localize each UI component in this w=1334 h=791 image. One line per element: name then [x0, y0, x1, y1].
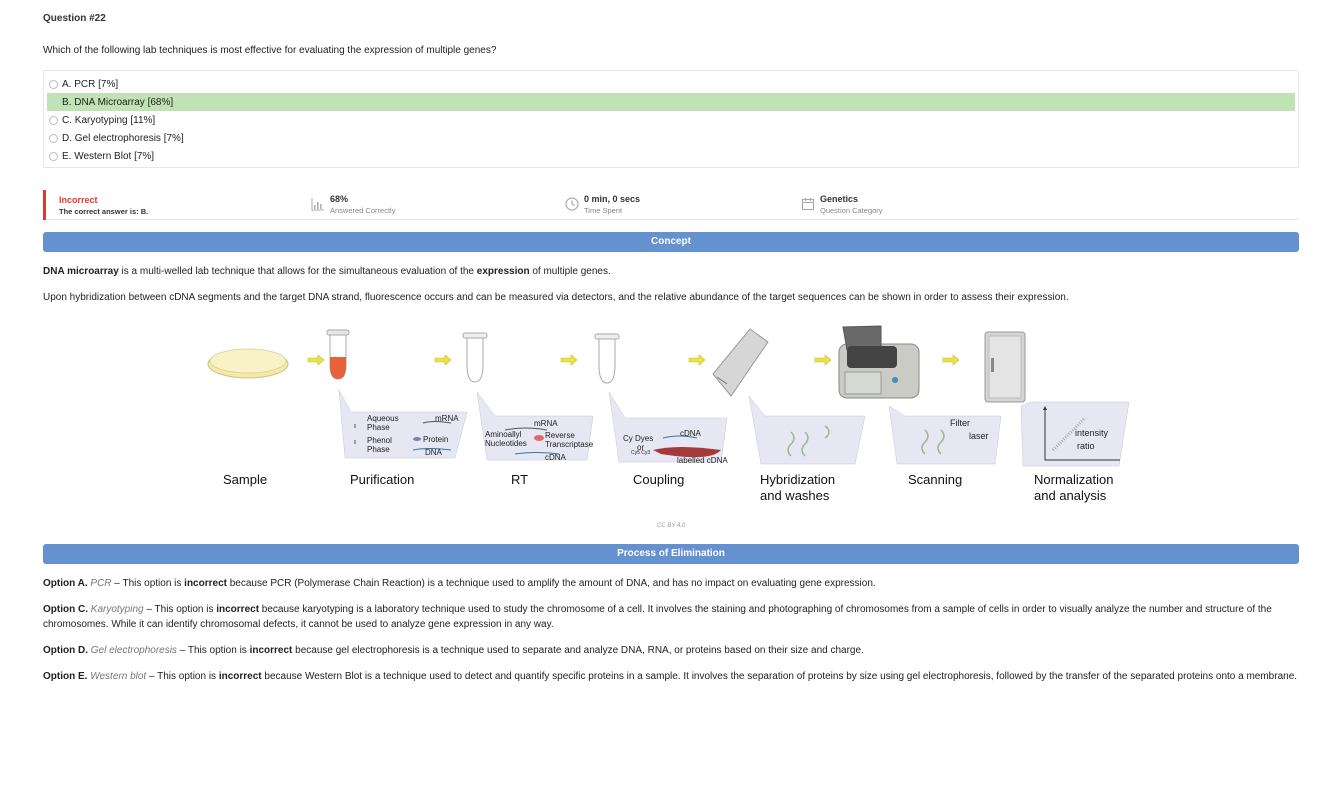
label-mrna: mRNA	[435, 414, 459, 423]
label-transcriptase: Transcriptase	[545, 440, 594, 449]
option-prefix: Option A.	[43, 578, 88, 589]
option-prefix: Option E.	[43, 671, 88, 682]
radio-icon[interactable]	[49, 80, 58, 89]
elimination-option-e	[43, 669, 1299, 684]
category-value: Genetics	[820, 194, 859, 204]
petri-dish-icon	[208, 349, 288, 378]
microarray-slide-icon	[713, 329, 768, 396]
option-pre: – This option is	[111, 578, 185, 589]
step-normalization-2: and analysis	[1034, 488, 1107, 503]
step-coupling: Coupling	[633, 472, 685, 487]
label-reverse: Reverse	[545, 431, 575, 440]
stat-time-spent	[565, 194, 640, 216]
label-labelled-cdna: labelled cDNA	[677, 456, 728, 465]
label-dna: DNA	[425, 448, 442, 457]
option-prefix: Option C.	[43, 604, 88, 615]
label-laser: laser	[969, 431, 989, 441]
option-name: PCR	[90, 578, 112, 589]
option-label: B. DNA Microarray [68%]	[62, 96, 174, 108]
question-number: Question #22	[43, 13, 106, 24]
option-verdict: incorrect	[184, 578, 227, 589]
stat-answered-correctly	[311, 194, 395, 216]
label-cy-dyes: Cy Dyes	[623, 434, 654, 443]
label-phenol-phase: Phase	[367, 445, 390, 454]
option-b[interactable]	[47, 93, 1295, 111]
elimination-option-a	[43, 576, 1299, 591]
option-d[interactable]	[47, 129, 1295, 147]
elimination-option-d	[43, 643, 1299, 658]
bar-chart-icon	[311, 197, 325, 211]
option-label: A. PCR [7%]	[62, 78, 119, 90]
option-a[interactable]	[47, 75, 1295, 93]
time-value: 0 min, 0 secs	[584, 194, 641, 204]
label-phenol: Phenol	[367, 436, 392, 445]
label-aqueous: Aqueous	[367, 414, 399, 423]
option-e[interactable]	[47, 147, 1295, 165]
label-rt-cdna: cDNA	[545, 453, 566, 462]
concept-header: Concept	[43, 232, 1299, 252]
label-aqueous-phase: Phase	[367, 423, 390, 432]
step-purification: Purification	[350, 472, 415, 487]
concept-term: DNA microarray	[43, 266, 119, 277]
tube-coupling-icon	[595, 334, 619, 383]
elimination-option-c	[43, 602, 1299, 632]
option-verdict: incorrect	[216, 604, 260, 615]
label-rt-mrna: mRNA	[534, 419, 558, 428]
step-rt: RT	[511, 472, 529, 487]
license-caption: CC BY 4.0	[657, 523, 686, 529]
question-text: Which of the following lab techniques is most effective for evaluating the expression of multiple genes?	[43, 45, 497, 56]
concept-paragraph-1	[43, 264, 1299, 279]
option-explanation: because karyotyping is a laboratory technique used to study the chromosome of a cell. It involves the staining and photographing of chromosomes from a sample of cells in order to visually analyze the number and structure of the chromosomes. While it can identify chromosomal defects, it cannot be used to analyze gene expression in any way.	[43, 604, 1272, 630]
option-explanation: because gel electrophoresis is a technique used to separate and analyze DNA, RNA, or proteins based on their size and charge.	[292, 645, 864, 656]
result-summary	[43, 190, 1299, 220]
calendar-icon	[801, 197, 815, 211]
step-sample: Sample	[223, 472, 268, 487]
percent-value: 68%	[330, 194, 349, 204]
percent-label: Answered Correctly	[330, 206, 396, 215]
concept-emphasis: expression	[476, 266, 530, 277]
concept-paragraph-2: Upon hybridization between cDNA segments and the target DNA strand, fluorescence occurs and can be measured via detectors, and the relative abundance of the target sequences can be shown in order to assess their expression.	[43, 292, 1069, 303]
tube-rt-icon	[463, 333, 487, 382]
option-name: Western blot	[90, 671, 147, 682]
correct-answer-text: The correct answer is: B.	[59, 207, 149, 216]
label-intensity: intensity	[1075, 428, 1109, 438]
option-label: D. Gel electrophoresis [7%]	[62, 132, 184, 144]
stat-category	[801, 194, 883, 216]
time-label: Time Spent	[584, 206, 623, 215]
option-pre: – This option is	[146, 671, 219, 682]
label-protein: Protein	[423, 435, 449, 444]
label-cy5-cy3: Cy5 Cy3	[631, 450, 651, 456]
radio-icon[interactable]	[49, 116, 58, 125]
label-nucleotides: Nucleotides	[485, 439, 527, 448]
scanner-computer-icon	[985, 332, 1025, 402]
elimination-header: Process of Elimination	[43, 544, 1299, 564]
option-explanation: because PCR (Polymerase Chain Reaction) is a technique used to amplify the amount of DNA, and has no impact on evaluating gene expression.	[226, 578, 876, 589]
option-label: C. Karyotyping [11%]	[62, 114, 156, 126]
hybridization-station-icon	[839, 326, 919, 398]
step-normalization: Normalization	[1034, 472, 1114, 487]
step-hybridization: Hybridization	[760, 472, 836, 487]
answer-options	[43, 70, 1299, 168]
option-label: E. Western Blot [7%]	[62, 150, 155, 162]
option-c[interactable]	[47, 111, 1295, 129]
result-accent-bar	[43, 190, 46, 220]
step-hybridization-2: and washes	[760, 488, 830, 503]
label-coupling-cdna: cDNA	[680, 429, 701, 438]
option-prefix: Option D.	[43, 645, 88, 656]
result-status: Incorrect	[59, 195, 98, 205]
label-filter: Filter	[950, 418, 970, 428]
label-aminoallyl: Aminoallyl	[485, 430, 522, 439]
option-name: Karyotyping	[90, 604, 144, 615]
step-scanning: Scanning	[908, 472, 963, 487]
radio-icon[interactable]	[49, 152, 58, 161]
option-explanation: because Western Blot is a technique used to detect and quantify specific proteins in a sample. It involves the separation of proteins by size using gel electrophoresis, followed by the transfer of the separated proteins onto a membrane.	[261, 671, 1298, 682]
label-or: or	[637, 443, 645, 452]
concept-text: is a multi-welled lab technique that allows for the simultaneous evaluation of the	[118, 266, 477, 277]
microarray-diagram	[205, 322, 1135, 512]
option-verdict: incorrect	[249, 645, 293, 656]
concept-text-end: of multiple genes.	[529, 266, 611, 277]
tube-purification-icon	[327, 330, 349, 379]
clock-icon	[565, 197, 579, 211]
option-verdict: incorrect	[218, 671, 262, 682]
option-pre: – This option is	[143, 604, 217, 615]
category-label: Question Category	[820, 206, 883, 215]
label-ratio: ratio	[1077, 441, 1095, 451]
option-pre: – This option is	[176, 645, 250, 656]
option-name: Gel electrophoresis	[90, 645, 177, 656]
radio-icon[interactable]	[49, 134, 58, 143]
